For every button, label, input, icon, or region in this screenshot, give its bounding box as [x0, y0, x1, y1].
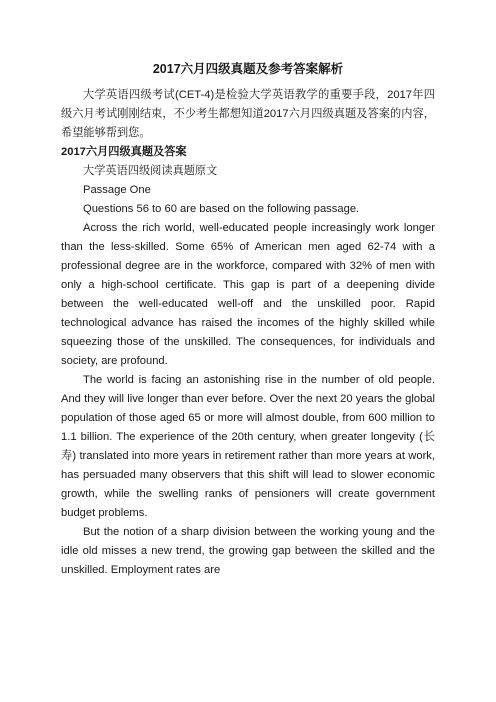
document-title: 2017六月四级真题及参考答案解析 — [152, 62, 344, 76]
passage-label: Passage One — [83, 184, 151, 196]
passage-paragraph-2: The world is facing an astonishing rise in the number of old people. And they will live longer than ever before. Over the next 20 years the global population of those aged 65 or more will almost double, from 600 million to 1.1 billion. The experience of the 20th century, when greater longevity (长寿) translated into more years in retirement rather than more years at work, has persuaded many observers that this shift will lead to slower economic growth, while the swelling ranks of pensioners will create government budget problems. — [61, 374, 435, 519]
passage-paragraph-3: But the notion of a sharp division between the working young and the idle old misses a new trend, the growing gap between the skilled and the unskilled. Employment rates are — [61, 526, 435, 576]
questions-note: Questions 56 to 60 are based on the following passage. — [83, 203, 360, 215]
document-page — [61, 60, 435, 580]
reading-subheading: 大学英语四级阅读真题原文 — [83, 165, 218, 177]
section-heading: 2017六月四级真题及答案 — [61, 146, 187, 158]
intro-paragraph: 大学英语四级考试(CET-4)是检验大学英语教学的重要手段，2017年四级六月考试刚刚结束，不少考生都想知道2017六月四级真题及答案的内容，希望能够帮到您。 — [61, 89, 435, 139]
passage-paragraph-1: Across the rich world, well-educated people increasingly work longer than the less-skilled. Some 65% of American men aged 62-74 with a professional degree are in the workforce, compared with 32% of men with only a high-school certificate. This gap is part of a deepening divide between the well-educated well-off and the unskilled poor. Rapid technological advance has raised the incomes of the highly skilled while squeezing those of the unskilled. The consequences, for individuals and society, are profound. — [61, 222, 435, 367]
